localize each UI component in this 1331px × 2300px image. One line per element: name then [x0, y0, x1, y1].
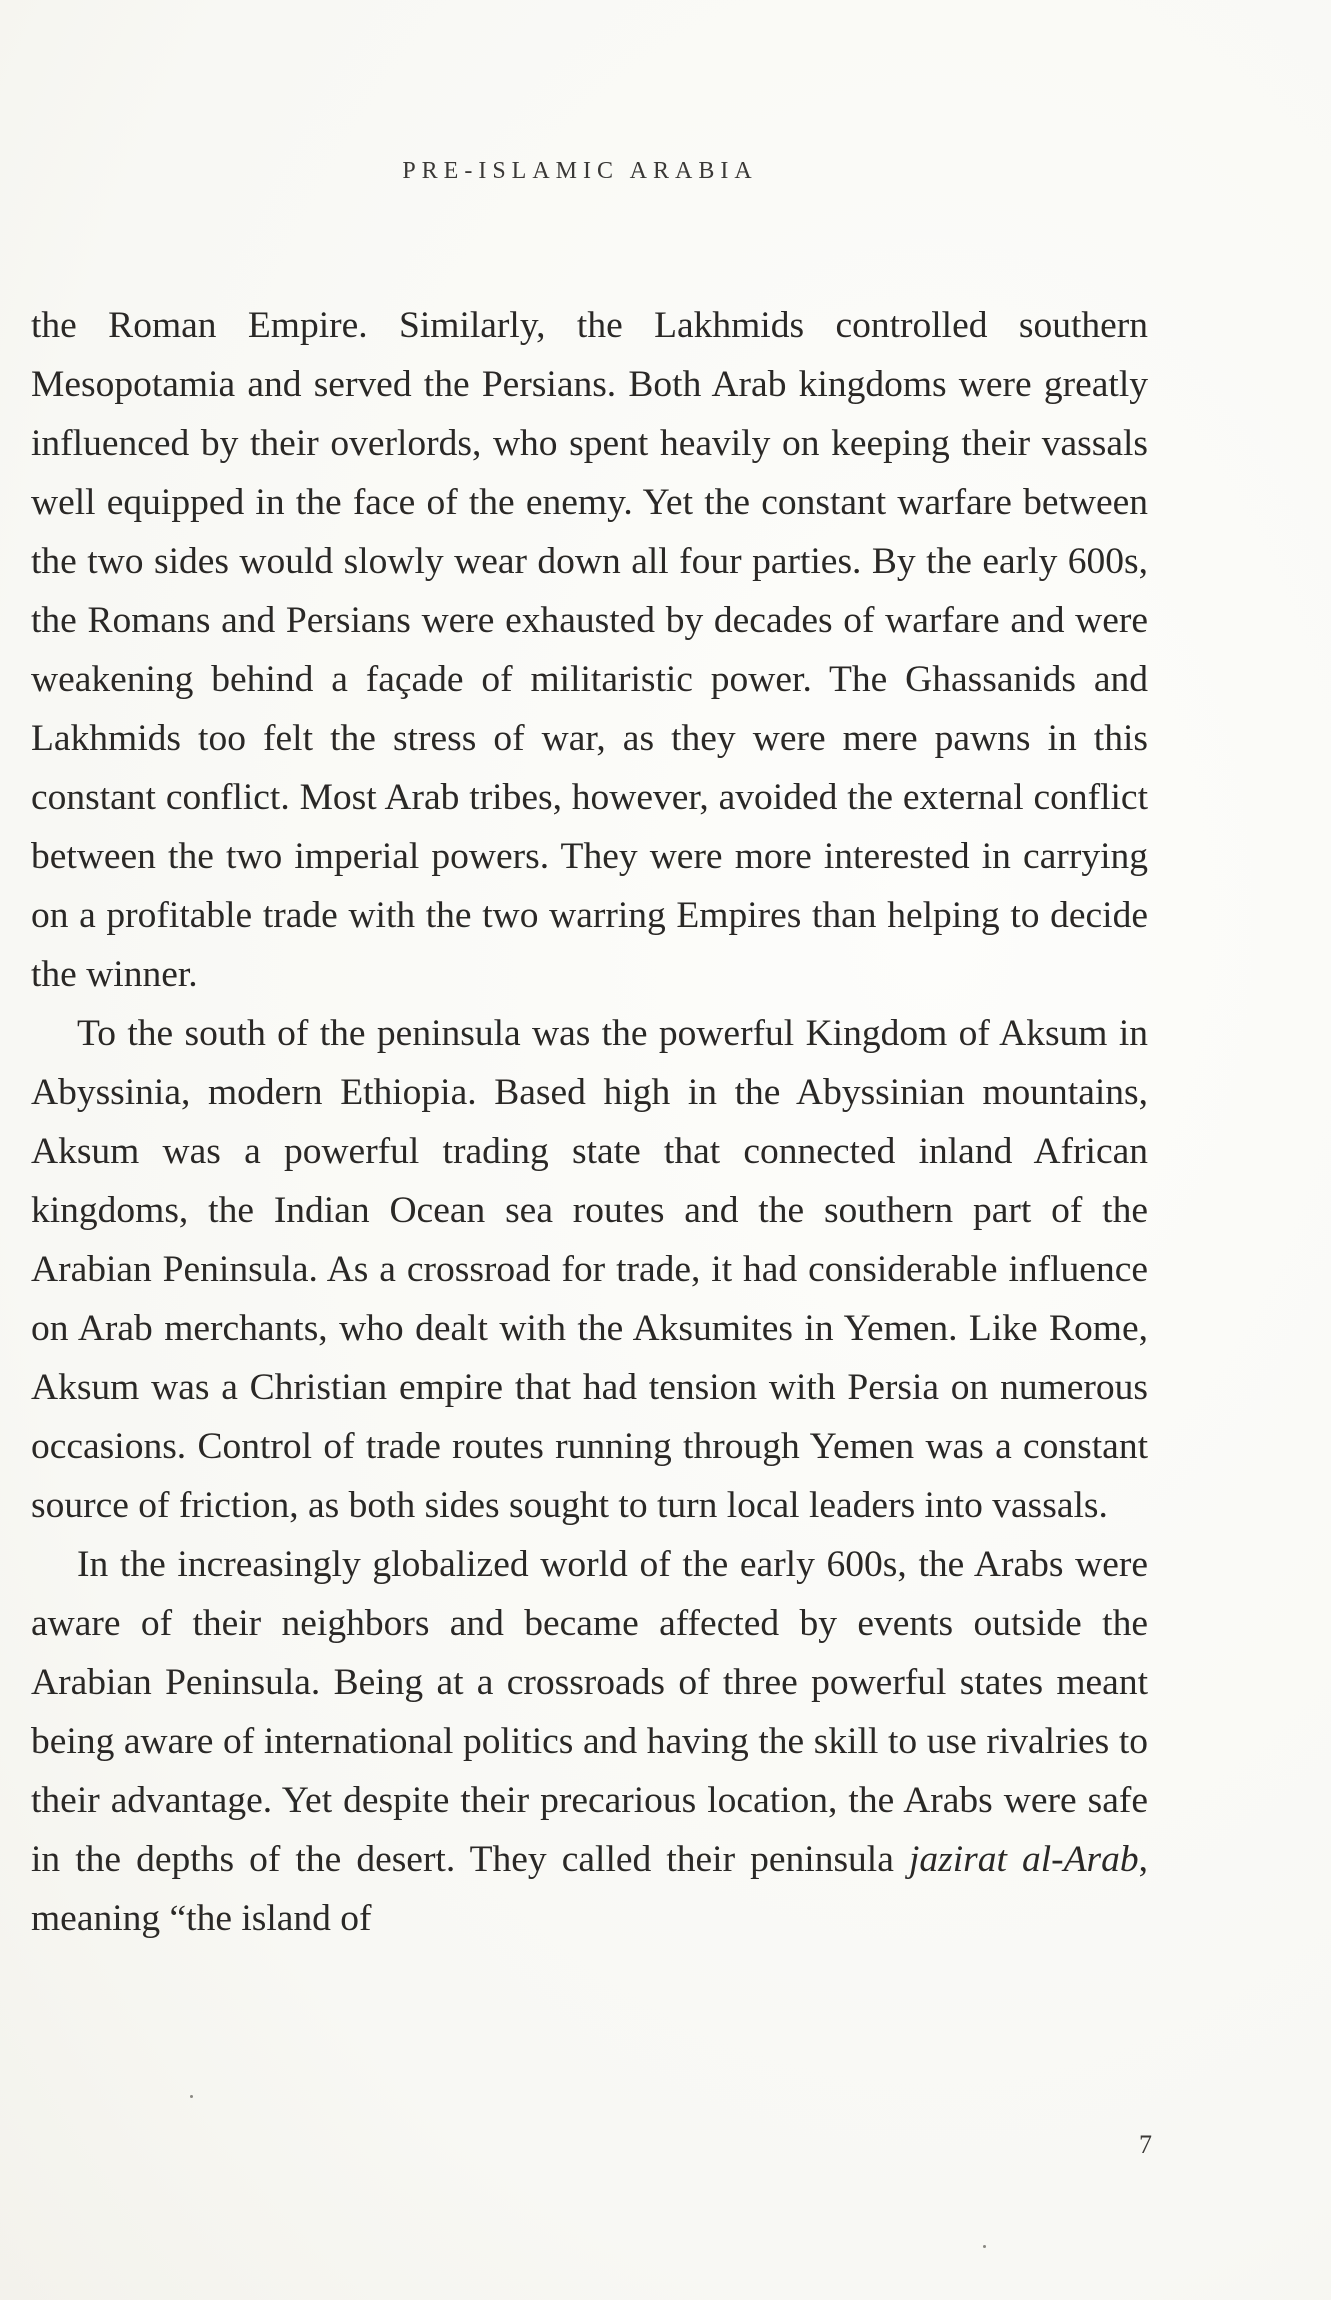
italic-term: jazirat al-Arab: [908, 1839, 1139, 1880]
paragraph-3-text: In the increasingly globalized world of the early 600s, the Arabs were aware of their neighbors and became affected by events outside the Arabian Peninsula. Being at a crossroads of three powerful states meant being aware of international politics and having the skill to use rivalries to their advantage. Yet despite their precarious location, the Arabs were safe in the depths of the desert. They called their peninsula: [31, 1544, 1148, 1880]
print-speck: [983, 2245, 986, 2248]
paragraph-1: the Roman Empire. Similarly, the Lakhmids controlled southern Mesopotamia and served the Persians. Both Arab kingdoms were greatly influenced by their overlords, who spent heavily on keeping their vassals well equipped in the face of the enemy. Yet the constant warfare between the two sides would slowly wear down all four parties. By the early 600s, the Romans and Persians were exhausted by decades of warfare and were weakening behind a façade of militaristic power. The Ghassanids and Lakhmids too felt the stress of war, as they were mere pawns in this constant conflict. Most Arab tribes, however, avoided the external conflict between the two imperial powers. They were more interested in carrying on a profitable trade with the two warring Empires than helping to decide the winner.: [31, 305, 1148, 995]
print-speck: [190, 2095, 193, 2098]
body-text: [31, 296, 1148, 1948]
running-head: PRE-ISLAMIC ARABIA: [402, 158, 758, 184]
paragraph-3-text-end: , meaning “the island of: [31, 1839, 1149, 1939]
paragraph-2: To the south of the peninsula was the powerful Kingdom of Aksum in Abyssinia, modern Ethiopia. Based high in the Abyssinian mountains, Aksum was a powerful trading state that connected inland African kingdoms, the Indian Ocean sea routes and the southern part of the Arabian Peninsula. As a crossroad for trade, it had considerable influence on Arab merchants, who dealt with the Aksumites in Yemen. Like Rome, Aksum was a Christian empire that had tension with Persia on numerous occasions. Control of trade routes running through Yemen was a constant source of friction, as both sides sought to turn local leaders into vassals.: [31, 1013, 1148, 1526]
page-number: 7: [1139, 2130, 1152, 2159]
paragraph-3: [31, 1535, 1148, 1948]
